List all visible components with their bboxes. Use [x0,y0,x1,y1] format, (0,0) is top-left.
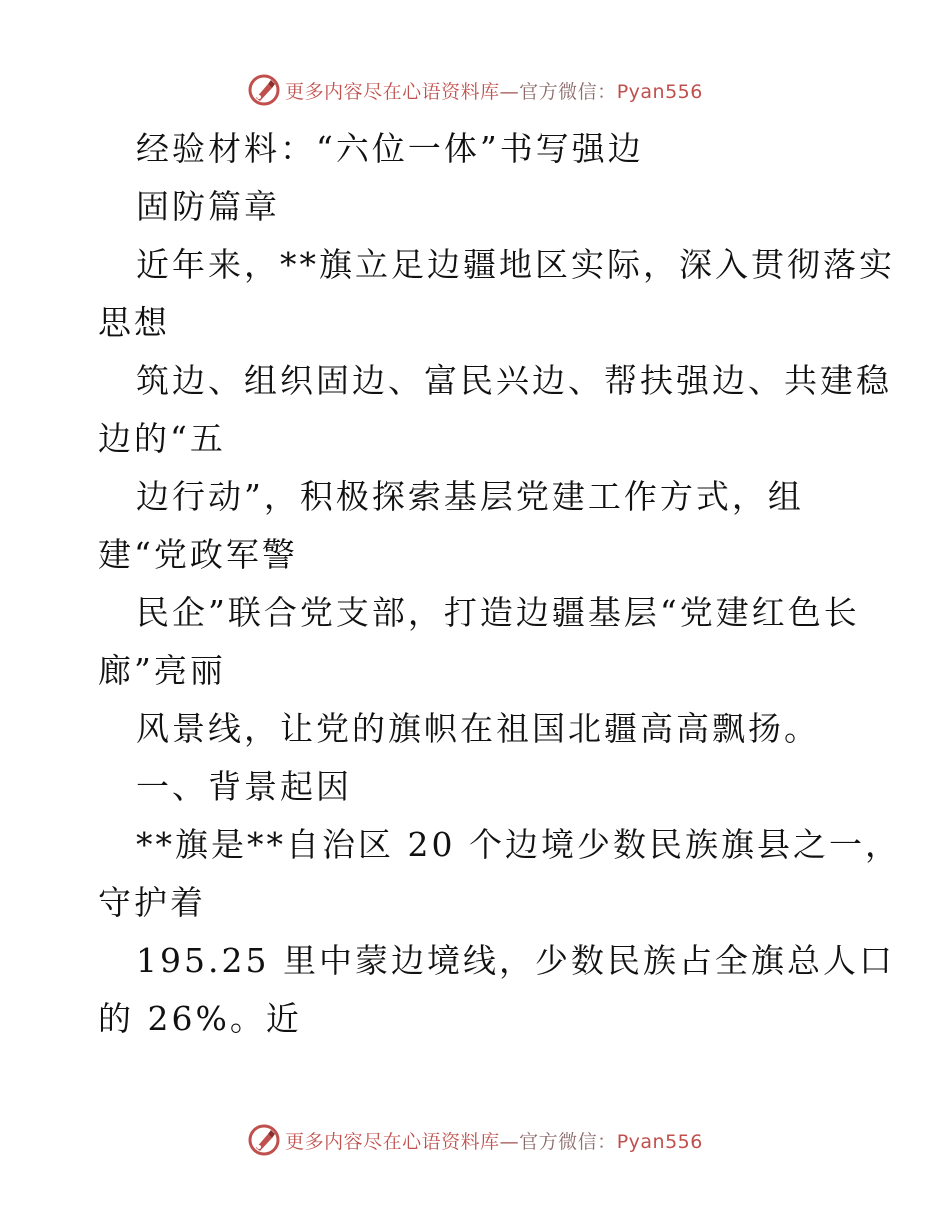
header-watermark [0,72,950,108]
text-line: 廊”亮丽 [98,651,226,690]
document-body [98,120,901,1048]
text-line: 边的“五 [98,419,226,458]
text-line: 民企”联合党支部，打造边疆基层“党建红色长 [136,593,860,632]
text-line: 思想 [98,303,170,342]
pen-logo-icon [247,1123,281,1157]
text-line: 风景线，让党的旗帜在祖国北疆高高飘扬。 [136,709,820,748]
text-line: **旗是**自治区 20 个边境少数民族旗县之一， [136,825,901,864]
text-line: 近年来，**旗立足边疆地区实际，深入贯彻落实 [136,245,895,284]
text-line: 守护着 [98,883,206,922]
watermark-text: 更多内容尽在心语资料库—官方微信：Pyan556 [285,80,703,103]
text-line: 195.25 里中蒙边境线，少数民族占全旗总人口 [136,941,895,980]
text-line: 一、背景起因 [136,767,352,806]
text-line: 建“党政军警 [98,535,298,574]
pen-logo-icon [247,73,281,107]
watermark-text: 更多内容尽在心语资料库—官方微信：Pyan556 [285,1130,703,1153]
footer-watermark [0,1122,950,1158]
text-line: 筑边、组织固边、富民兴边、帮扶强边、共建稳 [136,361,892,400]
text-line: 的 26%。近 [98,999,302,1038]
text-line: 经验材料：“六位一体”书写强边 [136,129,644,168]
text-line: 固防篇章 [136,187,280,226]
text-line: 边行动”，积极探索基层党建工作方式，组 [136,477,804,516]
